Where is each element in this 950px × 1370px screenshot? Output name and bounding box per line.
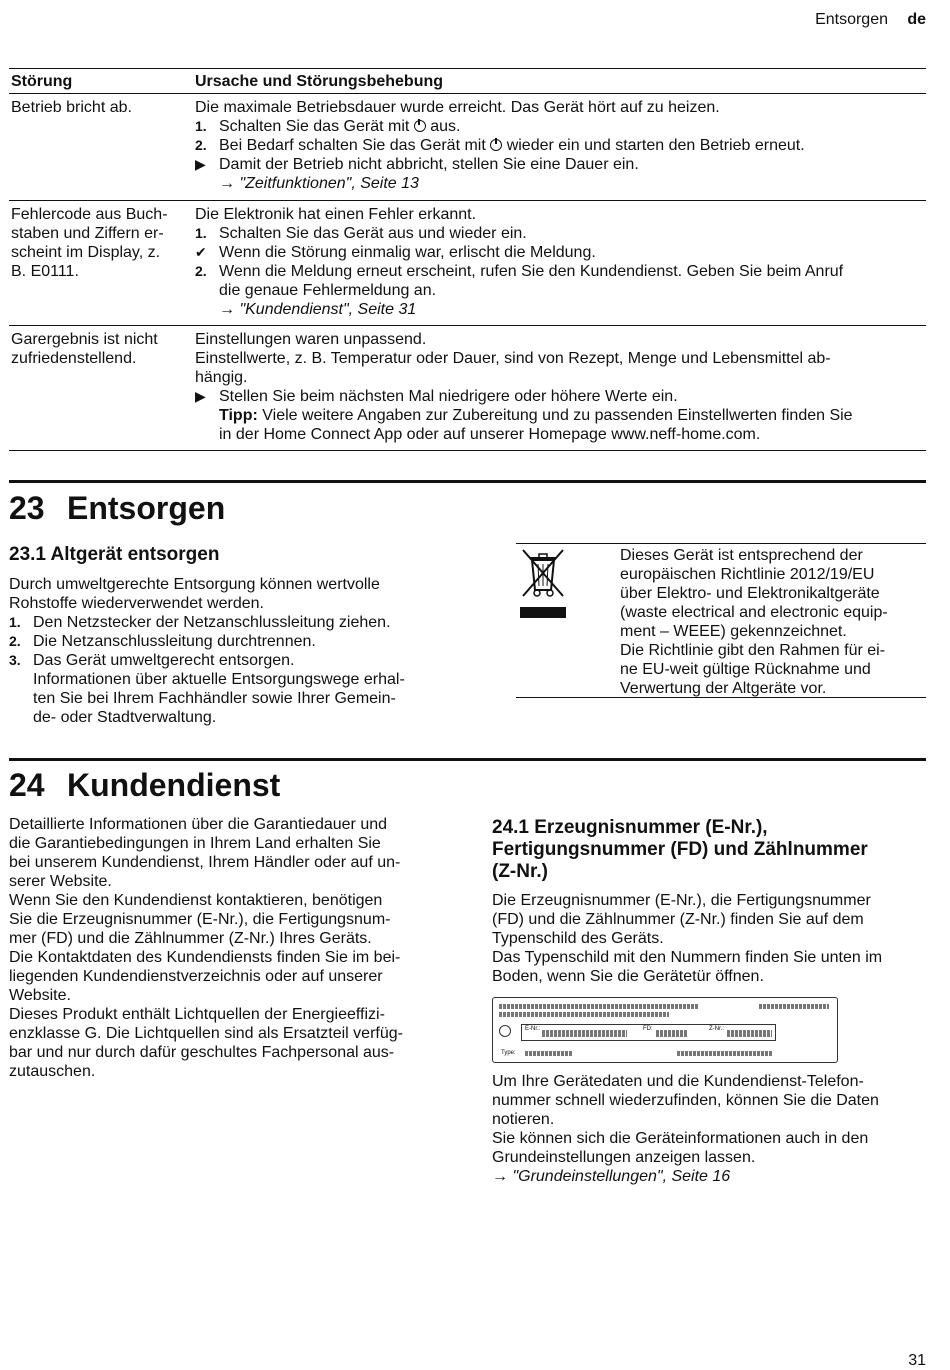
power-icon <box>414 120 426 132</box>
fault-text: Fehlercode aus Buch- <box>11 206 168 223</box>
rating-plate-text: Die Erzeugnisnummer (E-Nr.), die Fertigungsnummer (FD) und die Zählnummer (Z-Nr.) finden Sie auf dem Typenschild des Geräts. Das Typenschild mit den Nummern finden Sie unten im Boden, wenn Sie die Gerätetür öffnen. <box>492 892 883 985</box>
fault-text: staben und Ziffern er- <box>11 225 164 242</box>
rating-plate-illustration <box>492 997 838 1063</box>
placeholder-bars <box>727 1030 772 1037</box>
customer-service-text: Detaillierte Informationen über die Garantiedauer und die Garantiebedingungen in Ihrem Land erhalten Sie bei unserem Kundendienst, Ihrem Händler oder auf un- serer Website. Wenn Sie den Kundendienst kontaktieren, benötigen Sie die Erzeugnisnummer (E-Nr.), die Fertigungsnum- mer (FD) und die Zählnummer (Z-Nr.) Ihres Geräts. Die Kontaktdaten des Kundendiensts finden Sie im bei- liegenden Kundendienstverzeichnis oder auf unserer Website. Dieses Produkt enthält Lichtquellen der Energieeffizi- enzklasse G. Die Lichtquellen sind als Ersatzteil verfüg- bar und nur durch dafür geschultes Fachpersonal aus- zutauschen. <box>9 816 403 1080</box>
fd-label: FD: <box>643 1026 653 1032</box>
fault-text: zufriedenstellend. <box>11 350 137 367</box>
checkmark-icon: ✔ <box>195 244 207 260</box>
step-item: 1. Schalten Sie das Gerät mit aus. <box>195 118 461 135</box>
device-data-text: Um Ihre Gerätedaten und die Kundendienst-Telefon- nummer schnell wiederzufinden, können Sie die Daten notieren. Sie können sich die Geräteinformationen auch in den Grundeinstellungen anzeigen lassen. → "Grundeinstellungen", Seite 16 <box>492 1072 922 1186</box>
fault-cell <box>11 98 183 117</box>
cause-text: Einstellwerte, z. B. Temperatur oder Dauer, sind von Rezept, Menge und Lebensmittel ab- <box>195 350 831 367</box>
section-number: 23 <box>9 490 45 526</box>
list-item: 2. Die Netzanschlussleitung durchtrennen. <box>9 633 316 650</box>
placeholder-bars <box>656 1030 688 1037</box>
paragraph-line: Rohstoffe wiederverwendet werden. <box>9 595 264 612</box>
step-item: 1. Schalten Sie das Gerät aus und wieder ein. <box>195 225 527 242</box>
table-row <box>9 201 926 326</box>
placeholder-bars <box>499 1004 699 1009</box>
section-heading-23 <box>9 490 225 526</box>
running-header-section: Entsorgen <box>815 11 888 28</box>
cross-reference-link[interactable]: → "Grundeinstellungen", Seite 16 <box>492 1168 731 1185</box>
step-number: 2. <box>195 137 207 153</box>
type-label: Type: <box>501 1050 516 1056</box>
running-header-language: de <box>907 11 926 28</box>
section-number: 24 <box>9 767 45 803</box>
table-row <box>9 326 926 451</box>
cause-text: hängig. <box>195 369 248 386</box>
column-header-cause: Ursache und Störungsbehebung <box>195 73 444 90</box>
list-item: 1. Den Netzstecker der Netzanschlussleitung ziehen. <box>9 614 391 631</box>
disposal-text-block <box>9 575 449 727</box>
section-heading-24 <box>9 767 280 803</box>
fault-text: B. E0111. <box>11 263 79 280</box>
cross-reference-link[interactable]: → "Zeitfunktionen", Seite 13 <box>219 175 419 192</box>
subsection-heading-24-1: 24.1 Erzeugnisnummer (E-Nr.), Fertigungsnummer (FD) und Zählnummer (Z-Nr.) <box>492 817 868 882</box>
placeholder-bars <box>759 1004 829 1009</box>
recycling-icon <box>499 1025 511 1037</box>
tip-note: Tipp: Viele weitere Angaben zur Zubereitung und zu passenden Einstellwerten finden Sie in der Home Connect App oder auf unserer Homepage www.neff-home.com. <box>219 407 853 443</box>
cause-cell <box>195 98 925 193</box>
cause-cell <box>195 330 925 444</box>
section-title: Kundendienst <box>67 767 281 803</box>
section-rule <box>9 480 926 483</box>
step-number: 1. <box>195 225 207 241</box>
step-number: 1. <box>195 118 207 134</box>
weee-description: Dieses Gerät ist entsprechend der europäischen Richtlinie 2012/19/EU über Elektro- und Elektronikaltgeräte (waste electrical and electronic equip- ment – WEEE) gekennzeichnet. Die Richtlinie gibt den Rahmen für ei- ne EU-weit gültige Rücknahme und Verwertung der Altgeräte vor. <box>620 547 888 697</box>
fault-text: scheint im Display, z. <box>11 244 161 261</box>
cause-text: Die Elektronik hat einen Fehler erkannt. <box>195 206 477 223</box>
number-field-box <box>521 1024 776 1041</box>
troubleshooting-table <box>9 68 926 451</box>
section-title: Entsorgen <box>67 490 226 526</box>
result-item: ✔ Wenn die Störung einmalig war, erlischt die Meldung. <box>195 244 596 261</box>
table-row <box>9 94 926 201</box>
step-item: 2. Wenn die Meldung erneut erscheint, rufen Sie den Kundendienst. Geben Sie beim Anruf die genaue Fehlermeldung an. <box>195 263 844 299</box>
page-number: 31 <box>908 1352 926 1369</box>
cause-text: Die maximale Betriebsdauer wurde erreicht. Das Gerät hört auf zu heizen. <box>195 99 720 116</box>
power-icon <box>490 139 502 151</box>
step-number: 2. <box>195 263 207 279</box>
placeholder-bars <box>677 1051 772 1056</box>
placeholder-bars <box>499 1012 669 1017</box>
step-item: 2. Bei Bedarf schalten Sie das Gerät mit wieder ein und starten den Betrieb erneut. <box>195 137 805 154</box>
weee-crossed-bin-icon <box>517 546 569 627</box>
triangle-bullet-icon: ▶ <box>195 388 206 404</box>
fault-cell <box>11 330 183 368</box>
weee-box-top-rule <box>516 543 926 544</box>
list-item: 3. Das Gerät umweltgerecht entsorgen. Informationen über aktuelle Entsorgungswege erhal- ten Sie bei Ihrem Fachhändler sowie Ihrer Gemein- de- oder Stadtverwaltung. <box>9 652 405 726</box>
znr-label: Z-Nr.: <box>709 1026 724 1032</box>
step-number: 1. <box>9 614 21 630</box>
cross-reference-link[interactable]: → "Kundendienst", Seite 31 <box>219 301 417 318</box>
section-rule <box>9 758 926 761</box>
fault-text: Garergebnis ist nicht <box>11 331 158 348</box>
column-header-fault: Störung <box>11 73 73 90</box>
subsection-heading-23-1: 23.1 Altgerät entsorgen <box>9 544 220 565</box>
fault-text: Betrieb bricht ab. <box>11 99 132 116</box>
placeholder-bars <box>542 1030 627 1037</box>
fault-cell <box>11 205 183 281</box>
cause-text: Einstellungen waren unpassend. <box>195 331 427 348</box>
enr-label: E-Nr.: <box>525 1026 541 1032</box>
table-header <box>9 68 926 94</box>
placeholder-bars <box>525 1051 573 1056</box>
action-item: ▶ Stellen Sie beim nächsten Mal niedrigere oder höhere Werte ein. <box>195 388 678 405</box>
step-number: 3. <box>9 652 21 668</box>
paragraph-line: Durch umweltgerechte Entsorgung können wertvolle <box>9 576 380 593</box>
triangle-bullet-icon: ▶ <box>195 156 206 172</box>
cause-cell <box>195 205 925 319</box>
action-item: ▶ Damit der Betrieb nicht abbricht, stellen Sie eine Dauer ein. <box>195 156 639 173</box>
step-number: 2. <box>9 633 21 649</box>
